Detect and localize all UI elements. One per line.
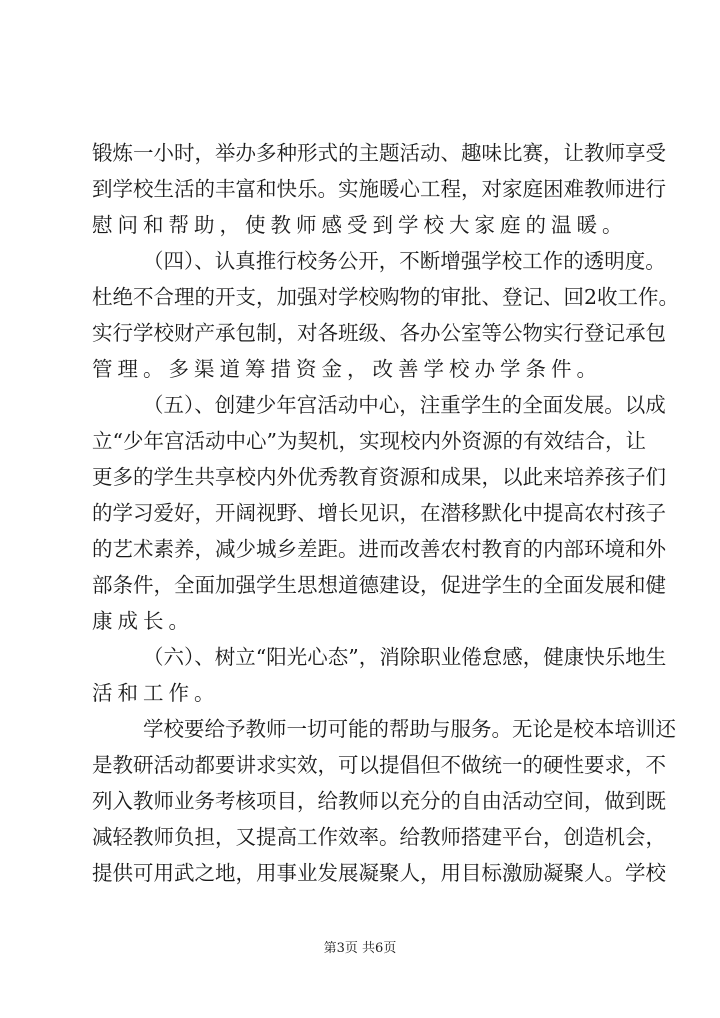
text-line: 慰问和帮助，使教师感受到学校大家庭的温暖。 — [92, 213, 628, 237]
text-line: 立“少年宫活动中心”为契机，实现校内外资源的有效结合，让 — [92, 429, 646, 453]
text-line: 是教研活动都要讲求实效，可以提倡但不做统一的硬性要求，不 — [92, 753, 666, 777]
text-line: 锻炼一小时，举办多种形式的主题活动、趣味比赛，让教师享受 — [92, 141, 666, 165]
text-line: 学校要给予教师一切可能的帮助与服务。无论是校本培训还 — [143, 717, 676, 741]
text-line: 部条件，全面加强学生思想道德建设，促进学生的全面发展和健 — [92, 573, 666, 597]
text-line: 的艺术素养，减少城乡差距。进而改善农村教育的内部环境和外 — [92, 537, 666, 561]
text-line: 更多的学生共享校内外优秀教育资源和成果，以此来培养孩子们 — [92, 465, 666, 489]
text-line: 实行学校财产承包制，对各班级、各办公室等公物实行登记承包 — [92, 321, 666, 345]
text-line: 活和工作。 — [92, 681, 220, 705]
text-line: 的学习爱好，开阔视野、增长见识，在潜移默化中提高农村孩子 — [92, 501, 666, 525]
text-line: 减轻教师负担，又提高工作效率。给教师搭建平台，创造机会， — [92, 825, 666, 849]
text-line: 康成长。 — [92, 609, 194, 633]
text-line: 提供可用武之地，用事业发展凝聚人，用目标激励凝聚人。学校 — [92, 861, 666, 885]
text-line: 到学校生活的丰富和快乐。实施暖心工程，对家庭困难教师进行 — [92, 177, 666, 201]
section-heading-4: （四）、认真推行校务公开，不断增强学校工作的透明度。 — [143, 249, 666, 273]
text-line: 管理。多渠道筹措资金，改善学校办学条件。 — [92, 357, 602, 381]
section-heading-6: （六）、树立“阳光心态”，消除职业倦怠感，健康快乐地生 — [143, 645, 667, 669]
section-heading-5: （五）、创建少年宫活动中心，注重学生的全面发展。以成 — [143, 393, 666, 417]
text-line: 列入教师业务考核项目，给教师以充分的自由活动空间，做到既 — [92, 789, 666, 813]
text-line: 杜绝不合理的开支，加强对学校购物的审批、登记、回2收工作。 — [92, 285, 680, 309]
page-number: 第3页 共6页 — [323, 941, 397, 956]
